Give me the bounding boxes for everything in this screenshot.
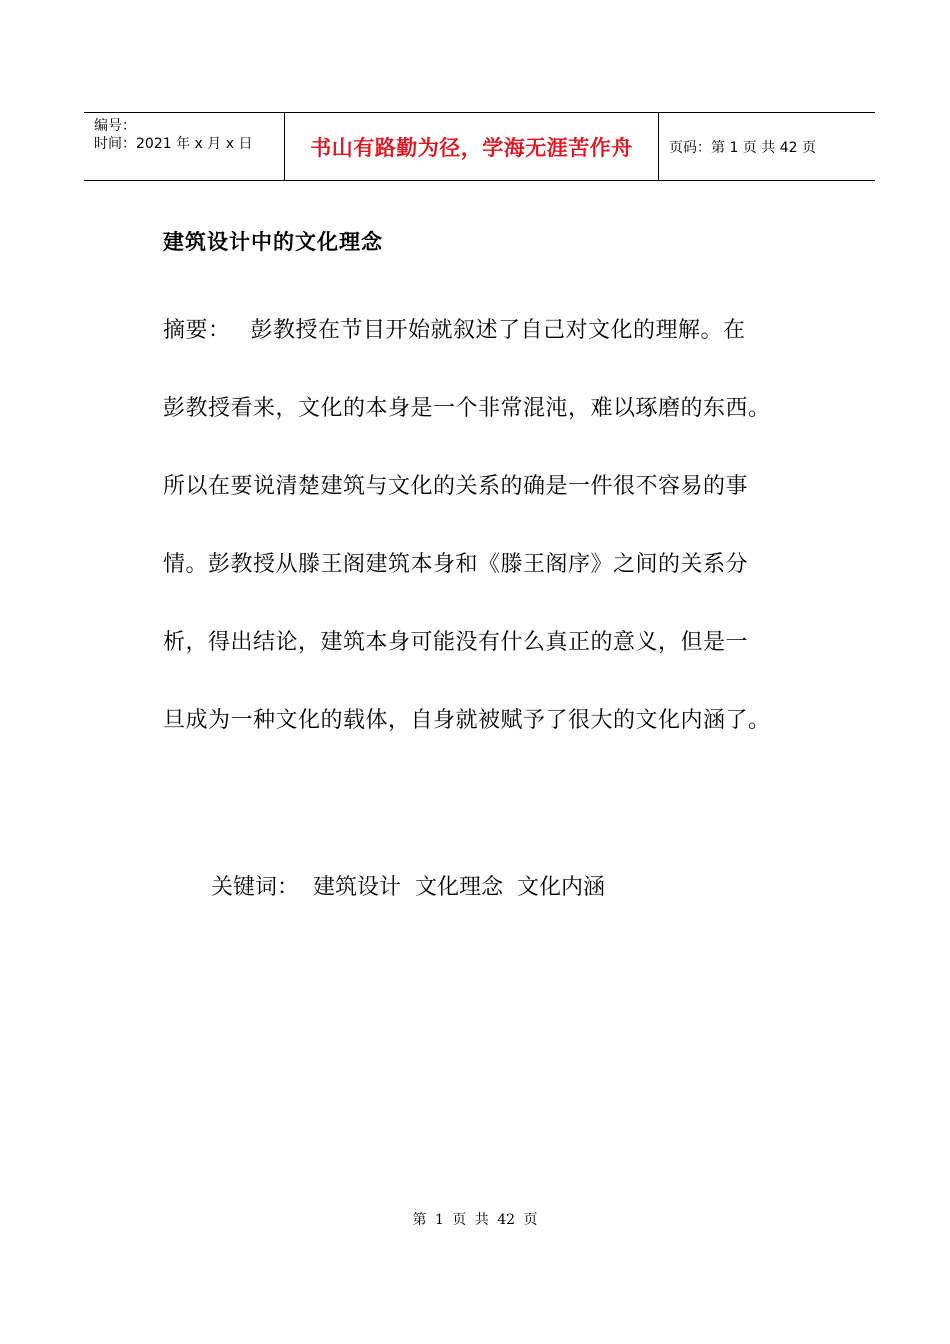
header-page-info: 页码：第 1 页 共 42 页 — [669, 139, 816, 156]
time-label: 时间：2021 年 x 月 x 日 — [94, 136, 253, 152]
abstract-line: 旦成为一种文化的载体，自身就被赋予了很大的文化内涵了。 — [163, 708, 771, 733]
keywords-line: 关键词： 建筑设计 文化理念 文化内涵 — [211, 875, 605, 900]
header-motto-cell — [285, 113, 659, 180]
document-header — [84, 112, 875, 181]
motto-text: 书山有路勤为径，学海无涯苦作舟 — [310, 135, 633, 160]
number-label: 编号： — [94, 118, 136, 134]
page-footer: 第 1 页 共 42 页 — [412, 1212, 538, 1228]
abstract-line: 彭教授看来，文化的本身是一个非常混沌，难以琢磨的东西。 — [163, 396, 771, 421]
abstract-text: 彭教授在节目开始就叙述了自己对文化的理解。在 — [250, 318, 746, 343]
document-title: 建筑设计中的文化理念 — [163, 230, 383, 254]
abstract-line: 情。彭教授从滕王阁建筑本身和《滕王阁序》之间的关系分 — [163, 552, 749, 577]
header-meta-cell — [84, 113, 285, 180]
abstract-label: 摘要： — [163, 318, 231, 343]
abstract-line — [163, 313, 803, 391]
abstract-line: 析，得出结论，建筑本身可能没有什么真正的意义，但是一 — [163, 630, 749, 655]
abstract-section — [163, 313, 803, 781]
abstract-line: 所以在要说清楚建筑与文化的关系的确是一件很不容易的事 — [163, 474, 749, 499]
header-page-cell — [659, 113, 875, 180]
